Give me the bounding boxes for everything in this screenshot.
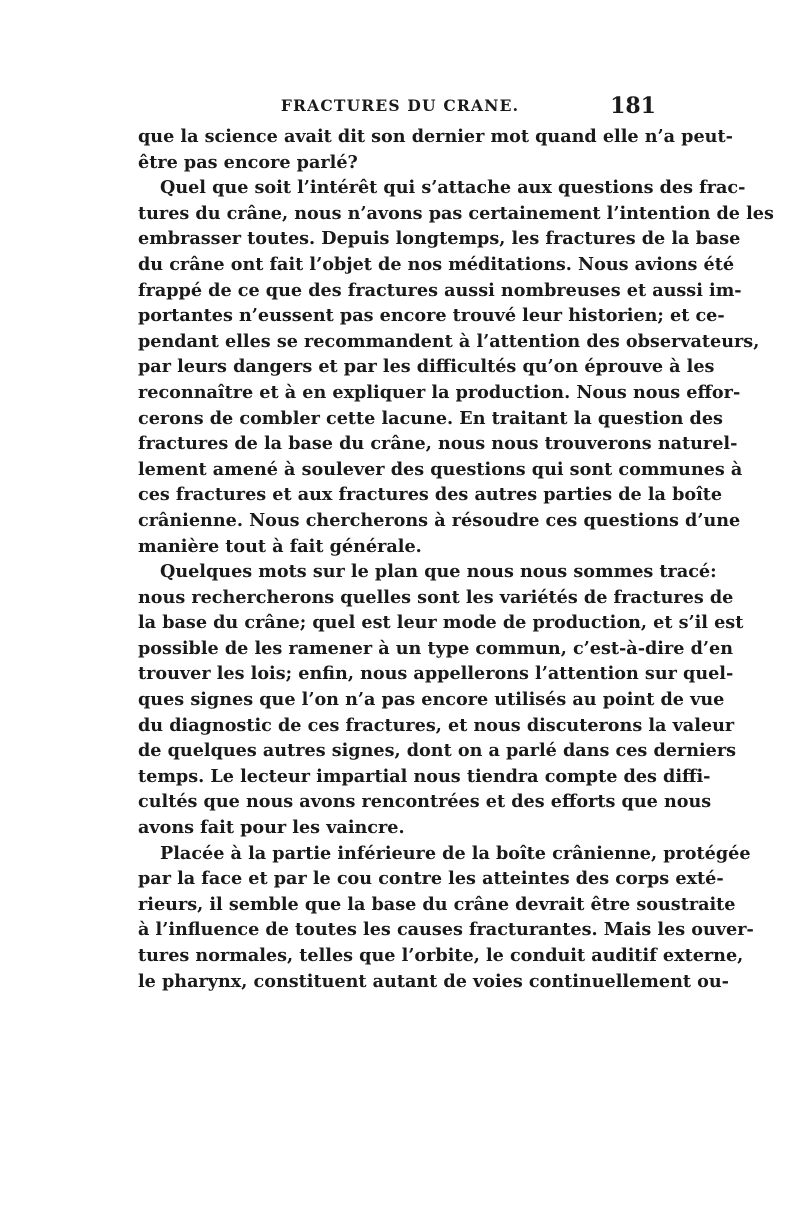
text-line: être pas encore parlé?: [138, 151, 358, 173]
paragraph-2: [138, 175, 774, 559]
text-line: le pharynx, constituent autant de voies continuellement ou-: [138, 970, 729, 992]
text-line: pendant elles se recommandent à l’attention des observateurs,: [138, 330, 760, 352]
text-line: de quelques autres signes, dont on a parlé dans ces derniers: [138, 740, 737, 762]
text-line: cerons de combler cette lacune. En traitant la question des: [138, 407, 723, 429]
text-line: à l’influence de toutes les causes fracturantes. Mais les ouver-: [138, 919, 754, 941]
text-line: manière tout à fait générale.: [138, 535, 422, 557]
body-text: [138, 124, 774, 994]
text-line: rieurs, il semble que la base du crâne devrait être soustraite: [138, 893, 736, 915]
text-line: frappé de ce que des fractures aussi nombreuses et aussi im-: [138, 279, 742, 301]
text-line: crânienne. Nous chercherons à résoudre ces questions d’une: [138, 509, 741, 531]
paragraph-4: [138, 841, 754, 995]
text-line: fractures de la base du crâne, nous nous trouverons naturel-: [138, 433, 738, 455]
text-line: du diagnostic de ces fractures, et nous discuterons la valeur: [138, 714, 735, 736]
text-line: trouver les lois; enfin, nous appellerons l’attention sur quel-: [138, 663, 734, 685]
text-line: par la face et par le cou contre les atteintes des corps exté-: [138, 868, 724, 890]
text-line: nous rechercherons quelles sont les variétés de fractures de: [138, 586, 734, 608]
text-line: la base du crâne; quel est leur mode de production, et s’il est: [138, 612, 744, 634]
text-line: portantes n’eussent pas encore trouvé leur historien; et ce-: [138, 305, 725, 327]
text-line: Quel que soit l’intérêt qui s’attache aux questions des frac-: [160, 177, 746, 199]
running-title: FRACTURES DU CRANE.: [280, 96, 520, 115]
text-line: ces fractures et aux fractures des autres parties de la boîte: [138, 484, 723, 506]
text-line: Quelques mots sur le plan que nous nous sommes tracé:: [160, 561, 717, 583]
text-line: embrasser toutes. Depuis longtemps, les fractures de la base: [138, 228, 741, 250]
text-line: lement amené à soulever des questions qui sont communes à: [138, 458, 743, 480]
text-line: tures normales, telles que l’orbite, le conduit auditif externe,: [138, 945, 744, 966]
text-line: du crâne ont fait l’objet de nos méditations. Nous avions été: [138, 253, 735, 275]
book-page: [138, 93, 774, 994]
text-line: avons fait pour les vaincre.: [138, 817, 405, 839]
page-number: 181: [610, 93, 656, 119]
text-line: cultés que nous avons rencontrées et des efforts que nous: [138, 791, 712, 813]
running-head: [138, 93, 662, 122]
text-line: temps. Le lecteur impartial nous tiendra compte des diffi-: [138, 765, 711, 787]
paragraph-3: [138, 559, 744, 841]
text-line: par leurs dangers et par les difficultés qu’on éprouve à les: [138, 356, 715, 378]
text-line: tures du crâne, nous n’avons pas certainement l’intention de les: [138, 202, 774, 224]
text-line: ques signes que l’on n’a pas encore utilisés au point de vue: [138, 689, 725, 711]
text-line: possible de les ramener à un type commun, c’est-à-dire d’en: [138, 637, 733, 659]
text-line: Placée à la partie inférieure de la boîte crânienne, protégée: [160, 842, 751, 864]
paragraph-1: [138, 124, 733, 175]
text-line: que la science avait dit son dernier mot quand elle n’a peut-: [138, 126, 733, 147]
text-line: reconnaître et à en expliquer la production. Nous nous effor-: [138, 381, 741, 403]
